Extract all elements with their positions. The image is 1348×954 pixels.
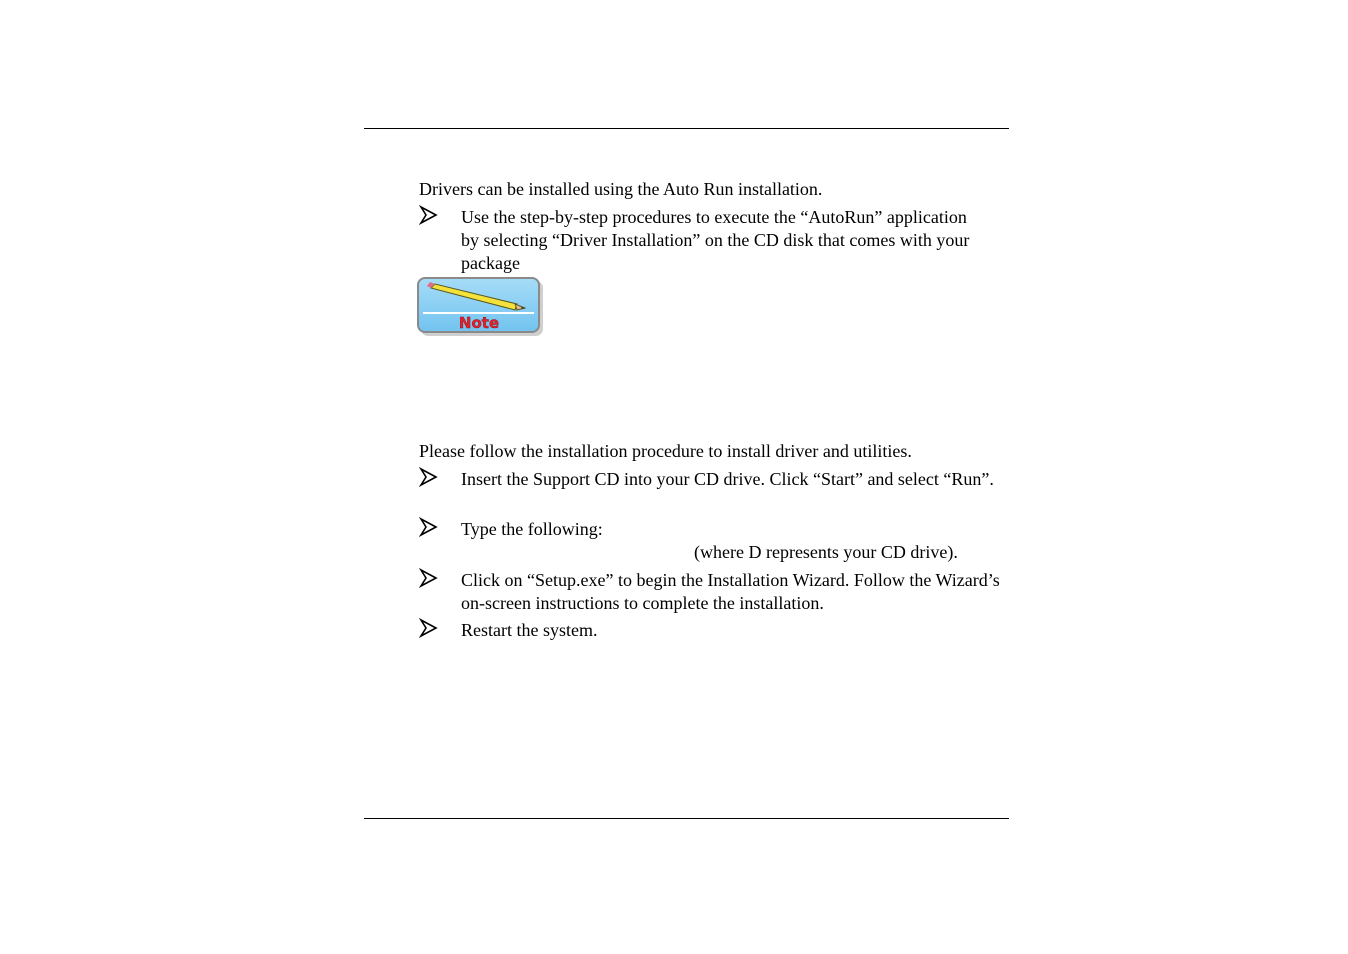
arrow-bullet-icon (419, 568, 439, 588)
bullet-text: Restart the system. (461, 620, 598, 640)
bullet-text: Click on “Setup.exe” to begin the Installation Wizard. Follow the Wizard’s on-screen instructions to complete the installation. (461, 570, 1000, 613)
header-rule (364, 128, 1009, 129)
footer-rule (364, 818, 1009, 819)
arrow-bullet-icon (419, 618, 439, 638)
procedure-intro: Please follow the installation procedure to install driver and utilities. (419, 441, 912, 461)
bullet-text: Type the following: (461, 519, 603, 539)
cd-drive-note: (where D represents your CD drive). (694, 542, 958, 562)
autorun-intro: Drivers can be installed using the Auto Run installation. (419, 179, 823, 199)
arrow-bullet-icon (419, 467, 439, 487)
arrow-bullet-icon (419, 517, 439, 537)
bullet-text: Insert the Support CD into your CD drive. Click “Start” and select “Run”. (461, 469, 994, 489)
bullet-text: Use the step-by-step procedures to execute the “AutoRun” application by selecting “Driver Installation” on the CD disk that comes with your package (461, 207, 970, 273)
svg-text:Note: Note (458, 314, 500, 332)
arrow-bullet-icon (419, 205, 439, 225)
pencil-note-icon (417, 277, 545, 337)
